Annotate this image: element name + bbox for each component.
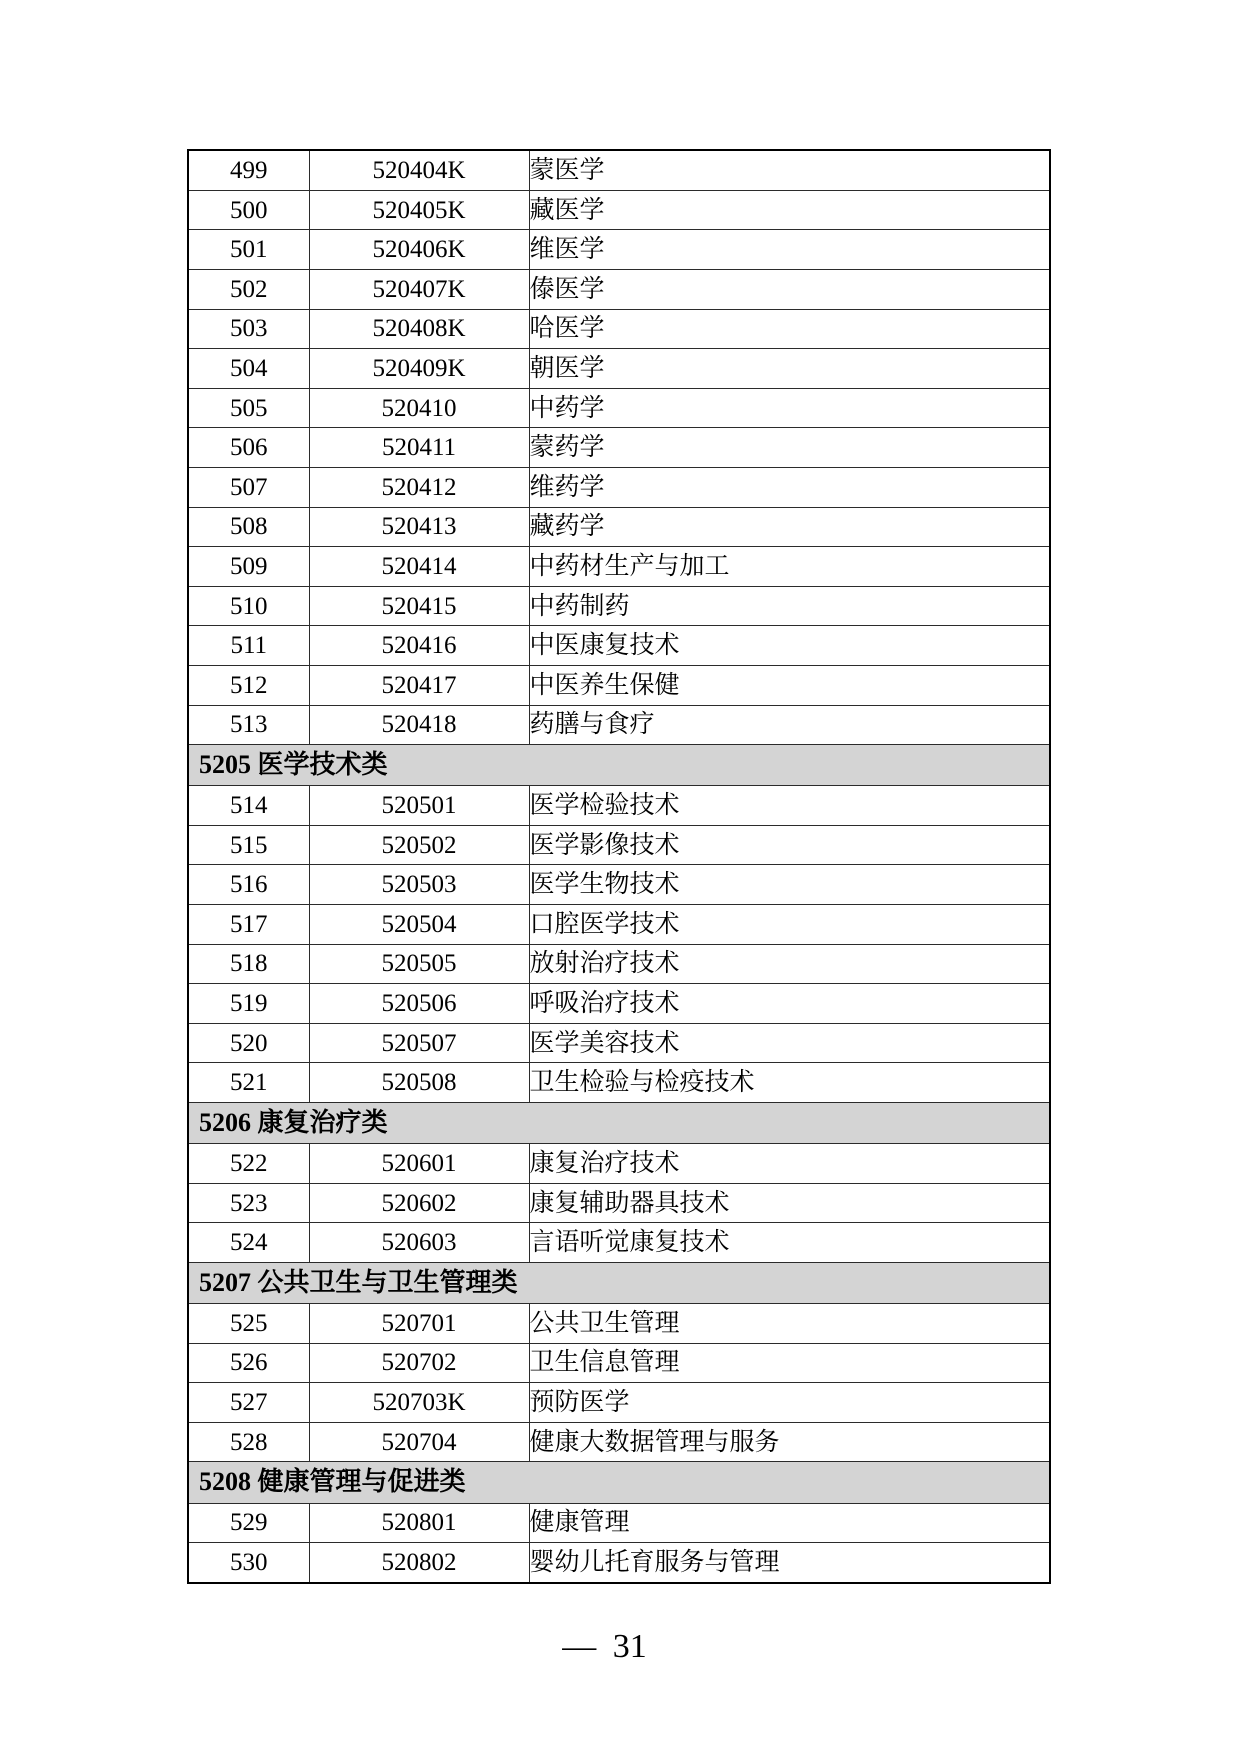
code-cell: 520603 — [309, 1223, 529, 1263]
name-cell: 藏医学 — [529, 190, 1050, 230]
name-cell: 中医养生保健 — [529, 665, 1050, 705]
name-cell: 放射治疗技术 — [529, 944, 1050, 984]
table-row — [188, 1503, 1050, 1543]
name-cell: 药膳与食疗 — [529, 705, 1050, 745]
seq-cell: 516 — [188, 865, 309, 905]
code-cell: 520505 — [309, 944, 529, 984]
code-cell: 520704 — [309, 1422, 529, 1462]
name-cell: 维药学 — [529, 468, 1050, 508]
code-cell: 520411 — [309, 428, 529, 468]
table-row — [188, 1543, 1050, 1583]
section-header-label: 5206 康复治疗类 — [188, 1103, 1050, 1144]
code-cell: 520502 — [309, 825, 529, 865]
table-row — [188, 547, 1050, 587]
table-row — [188, 984, 1050, 1024]
code-cell: 520602 — [309, 1183, 529, 1223]
seq-cell: 528 — [188, 1422, 309, 1462]
code-cell: 520418 — [309, 705, 529, 745]
name-cell: 医学检验技术 — [529, 786, 1050, 826]
table-row — [188, 1063, 1050, 1103]
seq-cell: 519 — [188, 984, 309, 1024]
name-cell: 维医学 — [529, 230, 1050, 270]
seq-cell: 510 — [188, 586, 309, 626]
seq-cell: 506 — [188, 428, 309, 468]
code-cell: 520407K — [309, 270, 529, 310]
table-row — [188, 1383, 1050, 1423]
table-row — [188, 150, 1050, 190]
table-row — [188, 1223, 1050, 1263]
seq-cell: 507 — [188, 468, 309, 508]
code-cell: 520506 — [309, 984, 529, 1024]
code-cell: 520413 — [309, 507, 529, 547]
seq-cell: 521 — [188, 1063, 309, 1103]
section-header-row — [188, 1262, 1050, 1303]
name-cell: 康复辅助器具技术 — [529, 1183, 1050, 1223]
name-cell: 医学美容技术 — [529, 1023, 1050, 1063]
seq-cell: 508 — [188, 507, 309, 547]
code-cell: 520417 — [309, 665, 529, 705]
table-row — [188, 230, 1050, 270]
seq-cell: 517 — [188, 905, 309, 945]
table-row — [188, 428, 1050, 468]
table-row — [188, 865, 1050, 905]
seq-cell: 530 — [188, 1543, 309, 1583]
code-cell: 520503 — [309, 865, 529, 905]
section-header-label: 5207 公共卫生与卫生管理类 — [188, 1262, 1050, 1303]
seq-cell: 520 — [188, 1023, 309, 1063]
page-footer — [0, 1630, 1241, 1664]
seq-cell: 503 — [188, 309, 309, 349]
seq-cell: 500 — [188, 190, 309, 230]
name-cell: 健康大数据管理与服务 — [529, 1422, 1050, 1462]
seq-cell: 526 — [188, 1343, 309, 1383]
table-row — [188, 786, 1050, 826]
name-cell: 呼吸治疗技术 — [529, 984, 1050, 1024]
specialty-code-table-grid — [187, 149, 1051, 1584]
name-cell: 中药制药 — [529, 586, 1050, 626]
name-cell: 医学影像技术 — [529, 825, 1050, 865]
code-cell: 520410 — [309, 388, 529, 428]
name-cell: 预防医学 — [529, 1383, 1050, 1423]
name-cell: 健康管理 — [529, 1503, 1050, 1543]
code-cell: 520601 — [309, 1144, 529, 1184]
page-number: — 31 — [562, 1628, 647, 1665]
table-row — [188, 586, 1050, 626]
section-header-label: 5208 健康管理与促进类 — [188, 1462, 1050, 1503]
seq-cell: 518 — [188, 944, 309, 984]
name-cell: 中药学 — [529, 388, 1050, 428]
section-header-row — [188, 1462, 1050, 1503]
seq-cell: 525 — [188, 1304, 309, 1344]
table-row — [188, 507, 1050, 547]
table-row — [188, 468, 1050, 508]
seq-cell: 529 — [188, 1503, 309, 1543]
code-cell: 520507 — [309, 1023, 529, 1063]
name-cell: 公共卫生管理 — [529, 1304, 1050, 1344]
seq-cell: 509 — [188, 547, 309, 587]
code-cell: 520415 — [309, 586, 529, 626]
name-cell: 哈医学 — [529, 309, 1050, 349]
name-cell: 朝医学 — [529, 349, 1050, 389]
code-cell: 520802 — [309, 1543, 529, 1583]
seq-cell: 512 — [188, 665, 309, 705]
section-header-label: 5205 医学技术类 — [188, 745, 1050, 786]
seq-cell: 515 — [188, 825, 309, 865]
specialty-code-table — [187, 149, 1051, 1584]
name-cell: 中药材生产与加工 — [529, 547, 1050, 587]
code-cell: 520405K — [309, 190, 529, 230]
code-cell: 520701 — [309, 1304, 529, 1344]
code-cell: 520501 — [309, 786, 529, 826]
table-row — [188, 190, 1050, 230]
seq-cell: 499 — [188, 150, 309, 190]
code-cell: 520408K — [309, 309, 529, 349]
code-cell: 520801 — [309, 1503, 529, 1543]
seq-cell: 511 — [188, 626, 309, 666]
table-row — [188, 705, 1050, 745]
name-cell: 康复治疗技术 — [529, 1144, 1050, 1184]
seq-cell: 501 — [188, 230, 309, 270]
table-row — [188, 1144, 1050, 1184]
code-cell: 520703K — [309, 1383, 529, 1423]
code-cell: 520406K — [309, 230, 529, 270]
name-cell: 藏药学 — [529, 507, 1050, 547]
seq-cell: 505 — [188, 388, 309, 428]
code-cell: 520409K — [309, 349, 529, 389]
code-cell: 520412 — [309, 468, 529, 508]
table-row — [188, 1343, 1050, 1383]
table-row — [188, 349, 1050, 389]
name-cell: 口腔医学技术 — [529, 905, 1050, 945]
name-cell: 言语听觉康复技术 — [529, 1223, 1050, 1263]
table-row — [188, 1304, 1050, 1344]
name-cell: 婴幼儿托育服务与管理 — [529, 1543, 1050, 1583]
seq-cell: 513 — [188, 705, 309, 745]
name-cell: 傣医学 — [529, 270, 1050, 310]
code-cell: 520414 — [309, 547, 529, 587]
code-cell: 520702 — [309, 1343, 529, 1383]
seq-cell: 523 — [188, 1183, 309, 1223]
seq-cell: 527 — [188, 1383, 309, 1423]
table-row — [188, 309, 1050, 349]
code-cell: 520508 — [309, 1063, 529, 1103]
name-cell: 蒙药学 — [529, 428, 1050, 468]
table-row — [188, 1183, 1050, 1223]
code-cell: 520416 — [309, 626, 529, 666]
table-row — [188, 944, 1050, 984]
seq-cell: 514 — [188, 786, 309, 826]
table-row — [188, 1422, 1050, 1462]
code-cell: 520404K — [309, 150, 529, 190]
name-cell: 蒙医学 — [529, 150, 1050, 190]
name-cell: 卫生检验与检疫技术 — [529, 1063, 1050, 1103]
section-header-row — [188, 1103, 1050, 1144]
specialty-table-body — [188, 150, 1050, 1583]
seq-cell: 522 — [188, 1144, 309, 1184]
table-row — [188, 825, 1050, 865]
table-row — [188, 270, 1050, 310]
table-row — [188, 388, 1050, 428]
table-row — [188, 1023, 1050, 1063]
table-row — [188, 665, 1050, 705]
table-row — [188, 626, 1050, 666]
code-cell: 520504 — [309, 905, 529, 945]
name-cell: 卫生信息管理 — [529, 1343, 1050, 1383]
seq-cell: 502 — [188, 270, 309, 310]
seq-cell: 524 — [188, 1223, 309, 1263]
name-cell: 中医康复技术 — [529, 626, 1050, 666]
table-row — [188, 905, 1050, 945]
section-header-row — [188, 745, 1050, 786]
name-cell: 医学生物技术 — [529, 865, 1050, 905]
seq-cell: 504 — [188, 349, 309, 389]
